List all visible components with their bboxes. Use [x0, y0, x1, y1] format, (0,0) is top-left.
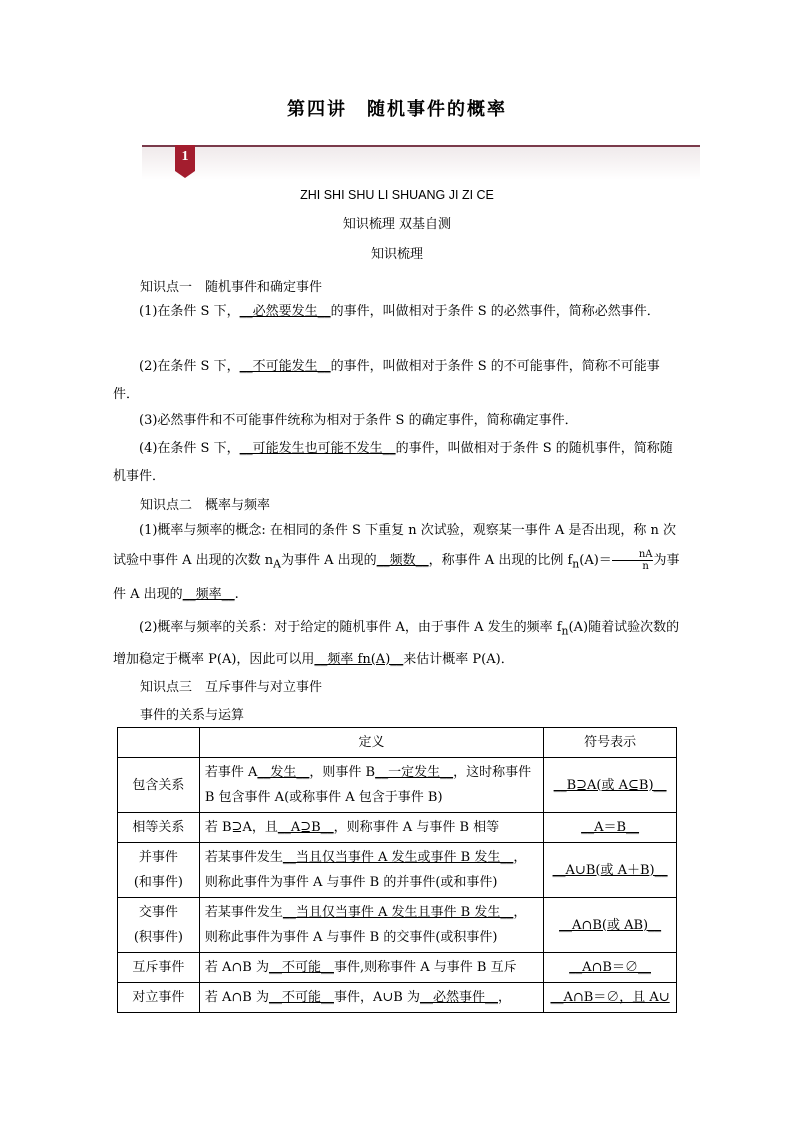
- relation-name: 交事件 (积事件): [118, 898, 200, 953]
- text-run: (2)概率与频率的关系：对于给定的随机事件 A，由于事件 A 发生的频率 f: [139, 620, 562, 635]
- answer-blank: __必然要发生__: [239, 304, 331, 319]
- fraction-numerator: nA: [612, 549, 654, 561]
- text-run: 若某事件发生: [204, 905, 283, 920]
- answer-blank: __必然事件__: [419, 990, 498, 1005]
- relation-definition: [199, 983, 543, 1013]
- relation-symbol: [544, 953, 677, 983]
- text-run: ，称事件 A 出现的比例 f: [428, 553, 573, 568]
- text-run: (4)在条件 S 下，: [139, 441, 240, 456]
- answer-blank: __当且仅当事件 A 发生且事件 B 发生__: [282, 905, 514, 920]
- answer-blank: __B⊇A(或 A⊆B)__: [553, 777, 667, 793]
- event-relations-table: [117, 727, 677, 1013]
- table-caption: 事件的关系与运算: [140, 708, 245, 723]
- relation-definition: [199, 813, 543, 843]
- kp1-heading: 知识点一 随机事件和确定事件: [140, 280, 323, 295]
- section-subtitle-2: 知识梳理: [370, 247, 423, 262]
- text-run: .: [234, 586, 239, 602]
- text-run: 若某事件发生: [204, 850, 283, 865]
- answer-blank: __不可能发生__: [239, 359, 331, 374]
- text-run: (1)在条件 S 下，: [139, 304, 240, 319]
- answer-blank: __频数__: [376, 553, 429, 568]
- kp3-heading: 知识点三 互斥事件与对立事件: [140, 680, 323, 695]
- kp1-paragraph-1: [113, 298, 683, 326]
- answer-blank: __A∩B(或 AB)__: [559, 917, 662, 933]
- text-run: ，则称事件 A 与事件 B 相等: [333, 820, 500, 835]
- answer-blank: __当且仅当事件 A 发生或事件 B 发生__: [282, 850, 514, 865]
- table-row: [118, 953, 677, 983]
- text-run: 若 A∩B 为: [204, 990, 269, 1005]
- answer-blank: __可能发生也可能不发生__: [239, 441, 396, 456]
- text-run: (1)概率与频率的概念: 在相同的条件 S 下重复 n 次试验，观察某一事件 A 是否出现，称 n 次试验中事件 A 出现的次数 n: [113, 523, 677, 568]
- answer-blank: __一定发生__: [375, 765, 454, 780]
- section-number: 1: [181, 149, 189, 164]
- text-run: 的事件，叫做相对于条件 S 的随机事件，简称随机事件．: [113, 441, 673, 484]
- answer-blank: __A⊇B__: [277, 820, 334, 835]
- text-run: 若事件 A: [204, 765, 258, 780]
- relation-symbol: [544, 813, 677, 843]
- table-row: [118, 813, 677, 843]
- table-header-row: [118, 728, 677, 758]
- relation-symbol: [544, 758, 677, 813]
- section-subtitle: 知识梳理 双基自测: [342, 217, 452, 232]
- table-row: [118, 758, 677, 813]
- table-row: [118, 898, 677, 953]
- text-run: 为事件 A 出现的: [113, 553, 680, 602]
- subscript: A: [273, 557, 281, 571]
- subscript: n: [572, 557, 580, 571]
- text-run: ，则称此事件为事件 A 与事件 B 的并事件(或和事件): [204, 850, 527, 890]
- section-divider: [142, 145, 700, 147]
- text-run: ，则称此事件为事件 A 与事件 B 的交事件(或积事件): [204, 905, 527, 945]
- answer-blank: __A∪B(或 A＋B)__: [552, 862, 668, 878]
- text-run: (A)＝: [579, 553, 612, 568]
- kp2-paragraph-1: [113, 516, 683, 610]
- section-badge-tip: [175, 171, 195, 178]
- answer-blank: __A∩B＝∅，且 A∪: [550, 990, 670, 1005]
- relation-name: 包含关系: [118, 758, 200, 813]
- relation-definition: [199, 953, 543, 983]
- text-run: 事件，A∪B 为: [333, 990, 420, 1005]
- fraction-denominator: n: [642, 561, 649, 572]
- relation-symbol: [544, 898, 677, 953]
- kp2-heading: 知识点二 概率与频率: [140, 498, 271, 513]
- text-run: 来估计概率 P(A)．: [403, 651, 514, 667]
- table-header: 符号表示: [544, 728, 677, 758]
- kp2-paragraph-2: [113, 614, 683, 674]
- fraction: [612, 549, 654, 572]
- table-header: 定义: [199, 728, 543, 758]
- text-run: (A)随着试验次数的增加稳定于概率 P(A)，因此可以用: [113, 620, 680, 667]
- text-run: ，则事件 B: [309, 765, 376, 780]
- table-body: [118, 728, 677, 1013]
- pinyin-heading: ZHI SHI SHU LI SHUANG JI ZI CE: [300, 188, 494, 202]
- answer-blank: __频率__: [182, 586, 235, 602]
- text-run: ，: [497, 990, 511, 1005]
- text-run: 的事件，叫做相对于条件 S 的不可能事件，简称不可能事件．: [113, 359, 660, 402]
- table-header: [118, 728, 200, 758]
- relation-definition: [199, 898, 543, 953]
- answer-blank: __发生__: [257, 765, 310, 780]
- relation-name: 互斥事件: [118, 953, 200, 983]
- relation-definition: [199, 843, 543, 898]
- answer-blank: __不可能__: [268, 990, 334, 1005]
- answer-blank: __A＝B__: [581, 820, 640, 835]
- answer-blank: __A∩B＝∅__: [569, 960, 651, 975]
- text-run: 为事件 A 出现的: [281, 553, 377, 568]
- answer-blank: __频率 fn(A)__: [314, 651, 404, 667]
- table-row: [118, 843, 677, 898]
- section-band: [142, 146, 700, 180]
- table-row: [118, 983, 677, 1013]
- relation-name: 相等关系: [118, 813, 200, 843]
- text-run: 事件,则称事件 A 与事件 B 互斥: [333, 960, 517, 975]
- relation-symbol: [544, 843, 677, 898]
- kp1-paragraph-4: [113, 435, 683, 491]
- text-run: 若 B⊇A，且: [204, 820, 278, 835]
- subscript: n: [561, 624, 569, 638]
- relation-name: 并事件 (和事件): [118, 843, 200, 898]
- relation-symbol: [544, 983, 677, 1013]
- relation-name: 对立事件: [118, 983, 200, 1013]
- kp1-paragraph-3: (3)必然事件和不可能事件统称为相对于条件 S 的确定事件，简称确定事件．: [139, 413, 578, 428]
- text-run: 若 A∩B 为: [204, 960, 269, 975]
- text-run: 的事件，叫做相对于条件 S 的必然事件，简称必然事件．: [330, 304, 660, 319]
- text-run: ，这时称事件 B 包含事件 A(或称事件 A 包含于事件 B): [204, 765, 532, 805]
- text-run: (2)在条件 S 下，: [139, 359, 240, 374]
- relation-definition: [199, 758, 543, 813]
- answer-blank: __不可能__: [268, 960, 334, 975]
- kp1-paragraph-2: [113, 353, 683, 409]
- page-title: 第四讲 随机事件的概率: [287, 99, 507, 120]
